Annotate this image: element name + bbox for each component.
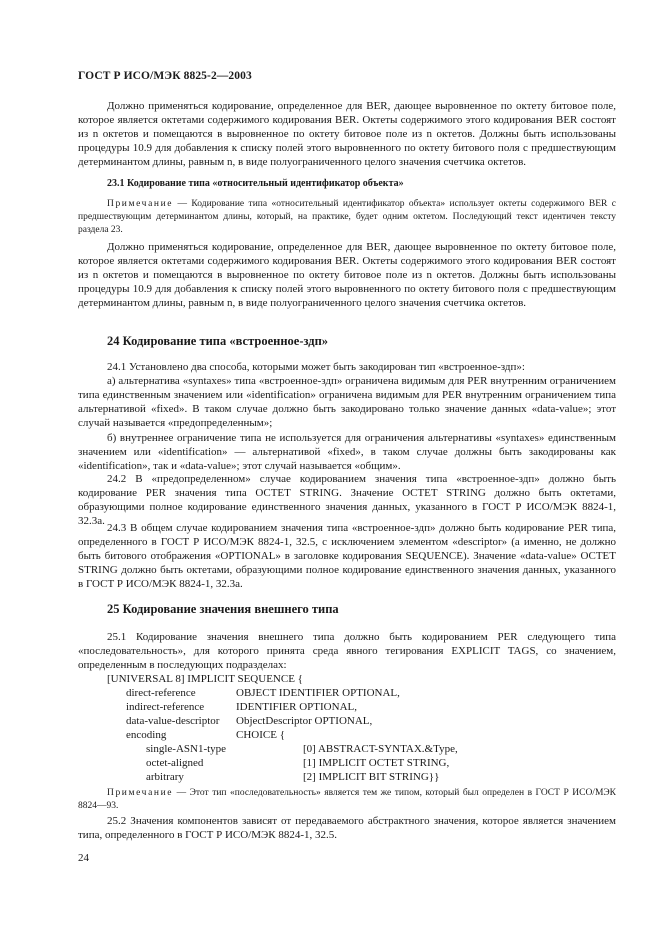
note-2-label: Примечание <box>107 788 174 798</box>
code-line-1: [UNIVERSAL 8] IMPLICIT SEQUENCE { <box>107 673 303 685</box>
page-number: 24 <box>78 852 89 864</box>
note-1-text: — Кодирование типа «относительный идентификатор объекта» использует октеты содержимого BER с предшествующим детерминантом длины, который, на практике, будет одним октетом. Последующий текст идентичен тексту раздела 23. <box>78 199 616 235</box>
note-2 <box>78 787 616 813</box>
paragraph-1: Должно применяться кодирование, определенное для BER, дающее выровненное по октету битовое поле, которое является октетами содержимого кодирования BER. Октеты содержимого этого кодирования BER состоят из n октетов и помещаются в выровненное по октету битовое поле из n октетов. Должны быть использованы процедуры 10.9 для добавления к списку полей этого выровненного по октету битового поля с предшествующим детерминантом длины, равным n, в виде полуограниченного целого значения счетчика октетов. <box>78 100 616 169</box>
code-type-arbitrary: [2] IMPLICIT BIT STRING}} <box>303 771 440 783</box>
para-24-1-a: а) альтернатива «syntaxes» типа «встроенное-здп» ограничена видимым для PER внутренним ограничением типа единственным значением или «identification» ограничена видимым для PER внутренним ограничением типа альтернативой «fixed». В таком случае должно быть закодировано только значение данных «data-value»; этот случай называется «предопределенным»; <box>78 375 616 430</box>
code-type-direct-reference: OBJECT IDENTIFIER OPTIONAL, <box>236 687 400 699</box>
code-field-single-asn1-type: single-ASN1-type <box>146 743 227 755</box>
section-24-heading: 24 Кодирование типа «встроенное-здп» <box>107 334 329 348</box>
section-25-heading: 25 Кодирование значения внешнего типа <box>107 602 339 616</box>
note-2-text: — Этот тип «последовательность» является тем же типом, который был определен в ГОСТ Р ИСО/МЭК 8824—93. <box>78 788 616 811</box>
paragraph-2: Должно применяться кодирование, определенное для BER, дающее выровненное по октету битовое поле, которое является октетами содержимого кодирования BER. Октеты содержимого этого кодирования BER состоят из n октетов и помещаются в выровненное по октету битовое поле из n октетов. Должны быть использованы процедуры 10.9 для добавления к списку полей этого выровненного по октету битового поля с предшествующим детерминантом длины, равным n, в виде полуограниченного целого значения счетчика октетов. <box>78 241 616 310</box>
code-field-direct-reference: direct-reference <box>126 687 196 699</box>
section-23-1-heading: 23.1 Кодирование типа «относительный идентификатор объекта» <box>107 178 404 189</box>
para-24-3: 24.3 В общем случае кодированием значения типа «встроенное-здп» должно быть кодирование PER типа, определенного в ГОСТ Р ИСО/МЭК 8824-1, 32.5, с исключением элементом «descriptor» (а именно, не должно быть битового отображения «OPTIONAL» в заголовке кодирования SEQUENCE). Значение «data-value» OCTET STRING должно быть октетами, образующими полное кодирование единственного значения данных, указанного в ГОСТ Р ИСО/МЭК 8824-1, 32.3а. <box>78 522 616 591</box>
code-field-octet-aligned: octet-aligned <box>146 757 204 769</box>
para-25-2: 25.2 Значения компонентов зависят от передаваемого абстрактного значения, которое является значением типа, определенного в ГОСТ Р ИСО/МЭК 8824-1, 32.5. <box>78 815 616 842</box>
para-25-1: 25.1 Кодирование значения внешнего типа должно быть кодированием PER следующего типа «последовательность», для которого принята среда явного тегирования EXPLICIT TAGS, со значением, определенным в последующих подразделах: <box>78 631 616 672</box>
para-24-2: 24.2 В «предопределенном» случае кодированием значения типа «встроенное-здп» должно быть кодирование PER значения типа OCTET STRING. Значение OCTET STRING должно быть октетами, образующими полное кодирование единственного значения данных, указанного в ГОСТ Р ИСО/МЭК 8824-1, 32.3а. <box>78 473 616 528</box>
code-type-single-asn1-type: [0] ABSTRACT-SYNTAX.&Type, <box>303 743 458 755</box>
note-1 <box>78 198 616 237</box>
code-type-data-value-descriptor: ObjectDescriptor OPTIONAL, <box>236 715 373 727</box>
code-type-indirect-reference: IDENTIFIER OPTIONAL, <box>236 701 357 713</box>
code-field-data-value-descriptor: data-value-descriptor <box>126 715 220 727</box>
para-24-1: 24.1 Установлено два способа, которыми может быть закодирован тип «встроенное-здп»: <box>107 361 525 373</box>
code-type-encoding: CHOICE { <box>236 729 285 741</box>
code-type-octet-aligned: [1] IMPLICIT OCTET STRING, <box>303 757 450 769</box>
note-1-label: Примечание <box>107 199 174 209</box>
para-24-1-b: б) внутреннее ограничение типа не используется для ограничения альтернативы «syntaxes» единственным значением или «identification» — альтернативой «fixed», в таком случае должны быть закодированы как «identification», так и «data-value»; этот случай называется «общим». <box>78 432 616 473</box>
code-field-indirect-reference: indirect-reference <box>126 701 205 713</box>
document-header: ГОСТ Р ИСО/МЭК 8825-2—2003 <box>78 70 252 82</box>
code-field-arbitrary: arbitrary <box>146 771 184 783</box>
code-field-encoding: encoding <box>126 729 167 741</box>
